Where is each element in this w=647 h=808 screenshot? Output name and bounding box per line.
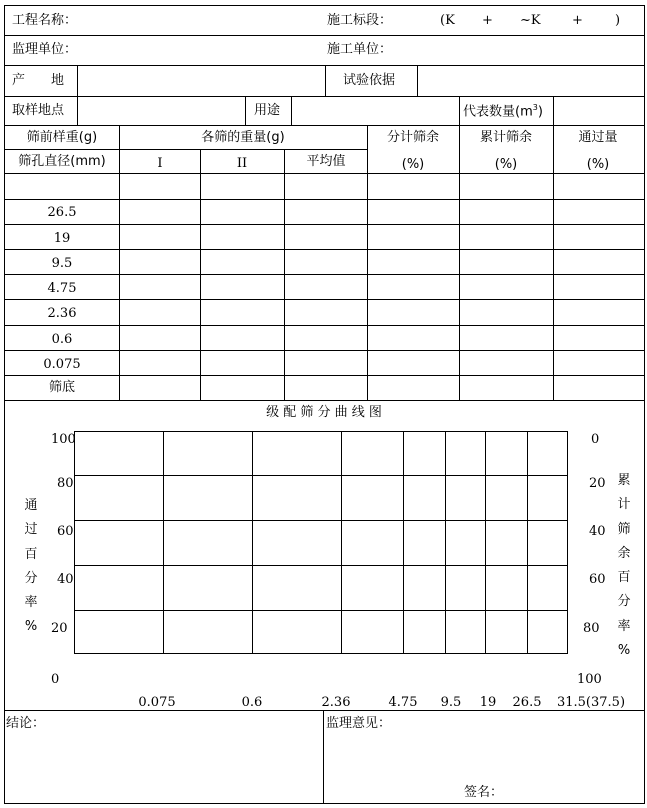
sieve-size-cell: 0.6 bbox=[51, 332, 73, 347]
sieve-size-cell: 19 bbox=[53, 231, 71, 246]
section-plus-2: + bbox=[572, 13, 583, 28]
x-axis-tick: 4.75 bbox=[388, 695, 418, 710]
left-axis-tick: 40 bbox=[57, 572, 74, 587]
test-basis-label: 试验依据 bbox=[343, 73, 396, 88]
presieve-weight-label: 筛前样重(g) bbox=[26, 130, 98, 145]
sampling-location-label: 取样地点 bbox=[12, 103, 65, 118]
column-i-label: I bbox=[157, 156, 163, 171]
representative-quantity-label: 代表数量$(m^3)$ bbox=[463, 103, 543, 120]
x-axis-tick: 0.075 bbox=[138, 695, 176, 710]
left-axis-tick: 60 bbox=[57, 524, 74, 539]
section-label: 施工标段： bbox=[327, 13, 393, 28]
sieve-size-cell: 2.36 bbox=[47, 306, 77, 321]
retained-weight-label: 各筛的重量(g) bbox=[201, 130, 285, 145]
x-axis-tick: 19 bbox=[479, 695, 497, 710]
sieve-size-cell: 26.5 bbox=[47, 205, 77, 220]
x-axis-tick: 31.5(37.5) bbox=[556, 695, 626, 710]
right-axis-tick: 60 bbox=[589, 572, 606, 587]
section-k-start: (K bbox=[440, 13, 455, 28]
x-axis-tick: 9.5 bbox=[440, 695, 462, 710]
supervisor-label: 监理单位： bbox=[12, 42, 78, 57]
x-axis-tick: 0.6 bbox=[241, 695, 263, 710]
right-axis-tick: 100 bbox=[577, 672, 602, 687]
chart-title: 级 配 筛 分 曲 线 图 bbox=[266, 405, 382, 420]
left-axis-tick: 0 bbox=[51, 672, 60, 687]
left-axis-tick: 20 bbox=[51, 621, 68, 636]
supervisor-opinion-label: 监理意见： bbox=[326, 716, 392, 731]
project-name-label: 工程名称： bbox=[12, 13, 78, 28]
cumulative-retained-unit: (%) bbox=[494, 157, 518, 172]
right-axis-tick: 40 bbox=[589, 524, 606, 539]
partial-retained-unit: (%) bbox=[401, 157, 425, 172]
passing-unit: (%) bbox=[586, 157, 610, 172]
section-k-end: ~K bbox=[520, 13, 541, 28]
cumulative-retained-label: 累计筛余 bbox=[479, 130, 533, 145]
right-axis-tick: 20 bbox=[589, 476, 606, 491]
conclusion-label: 结论： bbox=[6, 716, 46, 731]
pan-label: 筛底 bbox=[48, 380, 76, 395]
sieve-size-cell: 0.075 bbox=[43, 357, 81, 372]
right-axis-tick: 0 bbox=[591, 432, 600, 447]
signature-label: 签名： bbox=[464, 785, 504, 800]
passing-label: 通过量 bbox=[578, 130, 618, 145]
partial-retained-label: 分计筛余 bbox=[386, 130, 440, 145]
column-average-label: 平均值 bbox=[306, 154, 346, 169]
contractor-label: 施工单位： bbox=[327, 42, 393, 57]
right-axis-tick: 80 bbox=[583, 621, 600, 636]
left-axis-tick: 100 bbox=[51, 432, 76, 447]
sieve-size-cell: 9.5 bbox=[51, 256, 73, 271]
left-axis-label: 通 过 百 分 率 % bbox=[24, 498, 38, 635]
sieve-size-cell: 4.75 bbox=[47, 281, 77, 296]
x-axis-tick: 2.36 bbox=[321, 695, 351, 710]
use-label: 用途 bbox=[254, 103, 281, 118]
origin-label: 产 地 bbox=[12, 73, 65, 88]
section-plus-1: + bbox=[482, 13, 493, 28]
left-axis-tick: 80 bbox=[57, 476, 74, 491]
right-axis-label: 累 计 筛 余 百 分 率 % bbox=[617, 473, 631, 659]
column-ii-label: II bbox=[236, 156, 248, 171]
section-close: ) bbox=[615, 13, 621, 28]
aperture-label: 筛孔直径(mm) bbox=[18, 154, 106, 169]
x-axis-tick: 26.5 bbox=[512, 695, 542, 710]
